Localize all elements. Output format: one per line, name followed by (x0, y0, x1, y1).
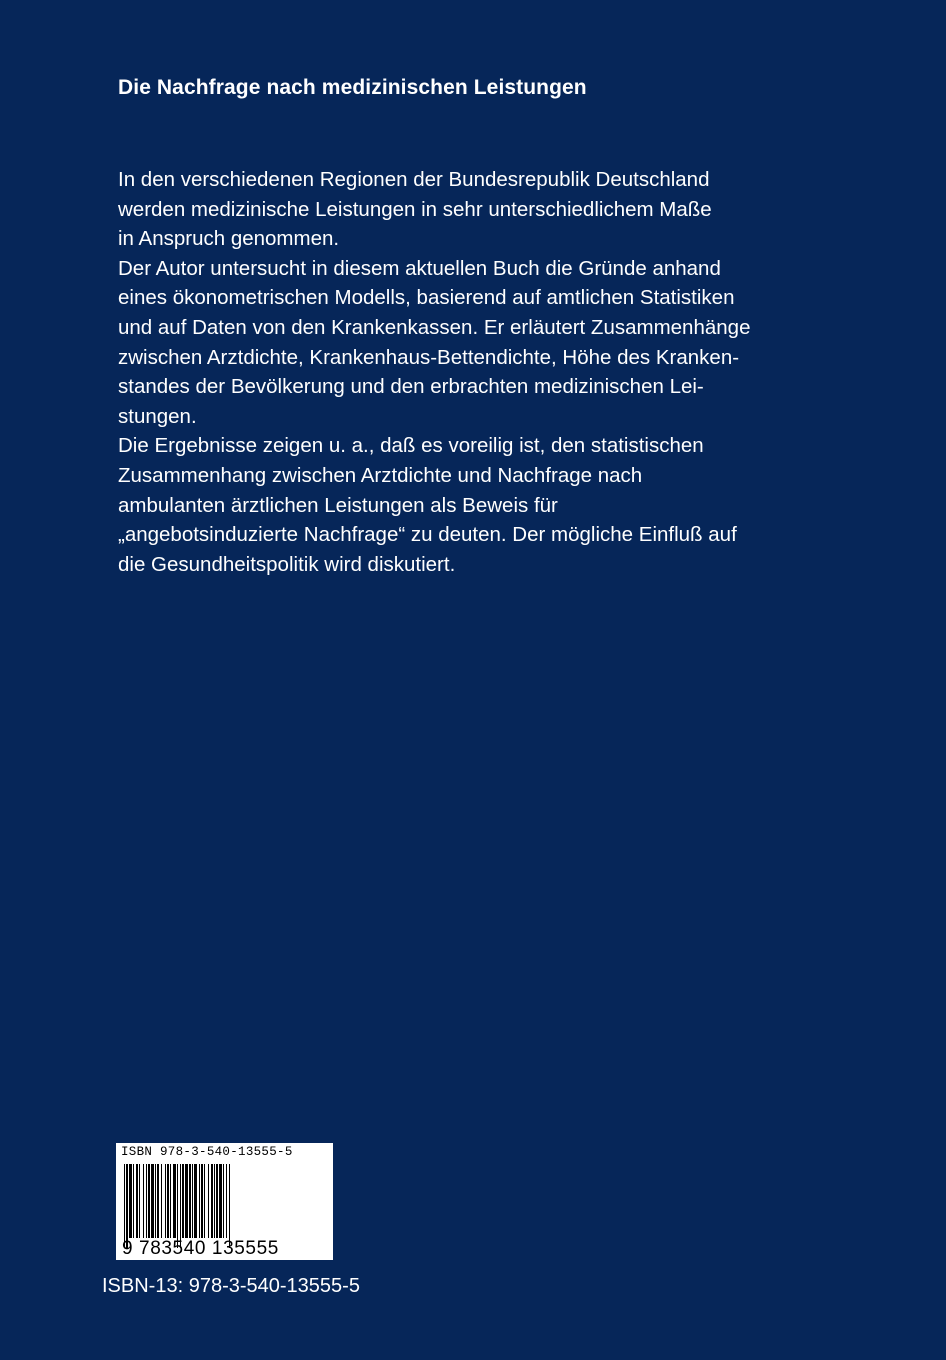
barcode-bar (161, 1164, 162, 1238)
barcode-bar (189, 1164, 191, 1238)
barcode-bar (151, 1164, 154, 1238)
barcode-bar (182, 1164, 184, 1238)
blurb-line: werden medizinische Leistungen in sehr unterschiedlichem Maße (118, 197, 712, 221)
barcode-bar (204, 1164, 205, 1238)
barcode-bar (177, 1164, 178, 1248)
blurb-line: Die Ergebnisse zeigen u. a., daß es voreilig ist, den statistischen (118, 434, 704, 458)
barcode-bar (192, 1164, 193, 1238)
blurb-line: die Gesundheitspolitik wird diskutiert. (118, 552, 456, 576)
barcode-bar (223, 1164, 224, 1238)
barcode-bar (170, 1164, 171, 1238)
barcode-bar (165, 1164, 166, 1238)
barcode-bar (185, 1164, 188, 1238)
blurb-line: eines ökonometrischen Modells, basierend auf amtlichen Statistiken (118, 286, 735, 310)
barcode-bar (146, 1164, 147, 1238)
blurb-line: stungen. (118, 404, 197, 428)
blurb-text (118, 165, 838, 579)
blurb-line: standes der Bevölkerung und den erbrachten medizinischen Lei- (118, 375, 704, 399)
barcode-bar (208, 1164, 209, 1238)
blurb-line: in Anspruch genommen. (118, 227, 340, 251)
blurb-line: „angebotsinduzierte Nachfrage“ zu deuten. Der mögliche Einfluß auf (118, 523, 737, 547)
barcode-bar (173, 1164, 176, 1238)
barcode-bar (194, 1164, 197, 1238)
barcode-bar (226, 1164, 227, 1238)
barcode-isbn-text: ISBN 978-3-540-13555-5 (121, 1145, 293, 1159)
barcode-bar (199, 1164, 200, 1238)
barcode-bar (157, 1164, 159, 1238)
barcode-bar (214, 1164, 215, 1238)
barcode-bar (133, 1164, 134, 1238)
barcode-digits: 9 783540 135555 (122, 1238, 279, 1259)
barcode-bar (167, 1164, 169, 1238)
barcode-bar (148, 1164, 150, 1238)
barcode-bar (129, 1164, 132, 1238)
barcode-bar (139, 1164, 140, 1238)
blurb-line: ambulanten ärztlichen Leistungen als Beweis für (118, 493, 558, 517)
barcode-bar (143, 1164, 144, 1238)
barcode-bar (136, 1164, 138, 1238)
barcode-bar (126, 1164, 128, 1248)
isbn-13: ISBN-13: 978-3-540-13555-5 (102, 1275, 360, 1297)
barcode-bar (216, 1164, 218, 1238)
barcode-bar (124, 1164, 125, 1248)
book-title: Die Nachfrage nach medizinischen Leistungen (118, 76, 587, 99)
barcode-bar (219, 1164, 222, 1238)
blurb-line: und auf Daten von den Krankenkassen. Er erläutert Zusammenhänge (118, 315, 751, 339)
blurb-line: In den verschiedenen Regionen der Bundesrepublik Deutschland (118, 168, 710, 191)
barcode-bar (229, 1164, 230, 1248)
blurb-line: Der Autor untersucht in diesem aktuellen Buch die Gründe anhand (118, 256, 721, 280)
blurb-line: zwischen Arztdichte, Krankenhaus-Bettendichte, Höhe des Kranken- (118, 345, 740, 369)
blurb-line: Zusammenhang zwischen Arztdichte und Nachfrage nach (118, 463, 643, 487)
barcode (116, 1143, 333, 1260)
barcode-bar (201, 1164, 203, 1238)
barcode-bar (155, 1164, 156, 1238)
barcode-bar (180, 1164, 181, 1248)
barcode-bar (211, 1164, 213, 1238)
